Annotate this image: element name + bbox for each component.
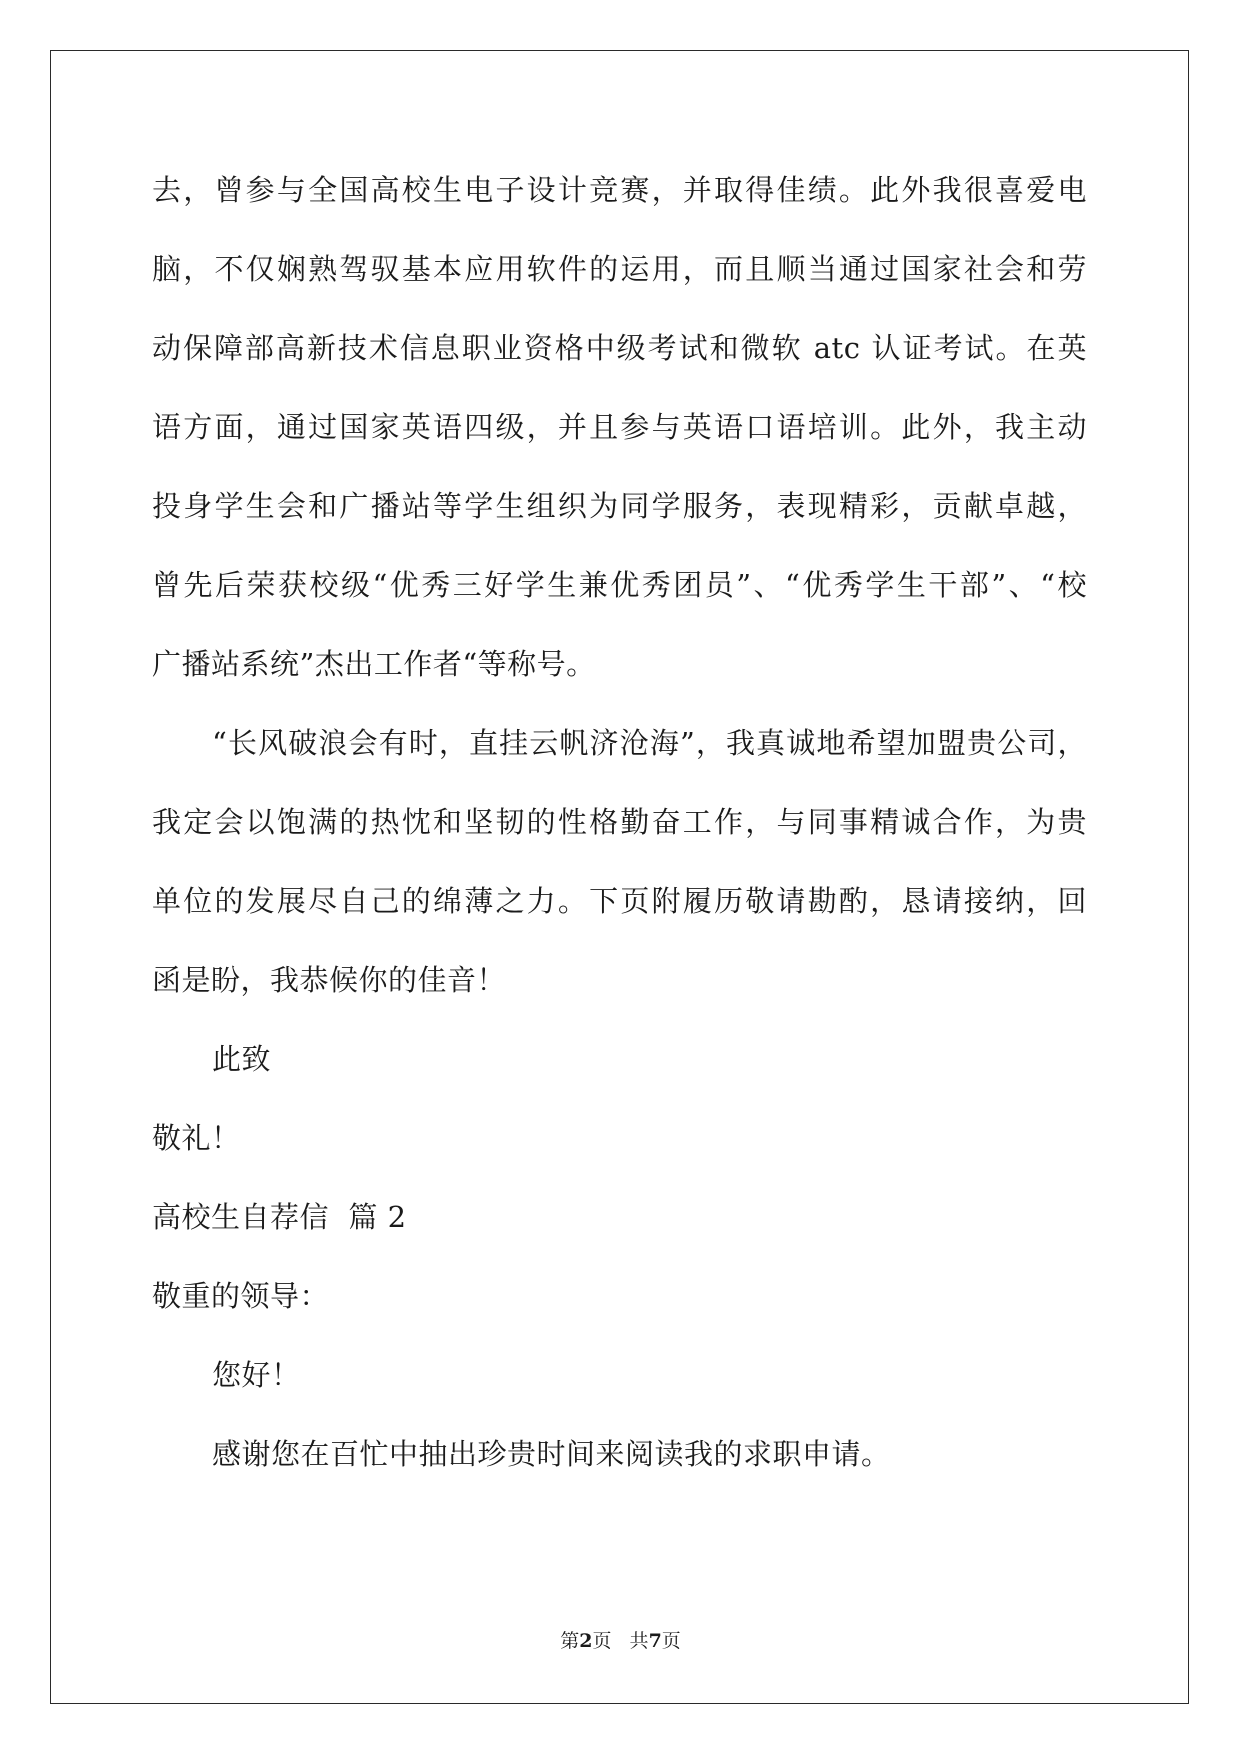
hello-text: 您好！ bbox=[212, 1358, 301, 1392]
paragraph-2-line-2: 我定会以饱满的热忱和坚韧的性格勤奋工作，与同事精诚合作，为贵 bbox=[152, 805, 1087, 839]
footer-mid: 页 共 bbox=[592, 1630, 649, 1652]
greeting-text: 敬重的领导： bbox=[152, 1279, 330, 1313]
paragraph-2-line-4: 函是盼，我恭候你的佳音！ bbox=[152, 963, 507, 997]
thanks-text: 感谢您在百忙中抽出珍贵时间来阅读我的求职申请。 bbox=[212, 1437, 891, 1471]
paragraph-1-line-2: 脑，不仅娴熟驾驭基本应用软件的运用，而且顺当通过国家社会和劳 bbox=[152, 252, 1087, 286]
section-title: 高校生自荐信 篇 2 bbox=[152, 1200, 407, 1234]
paragraph-1-line-5: 投身学生会和广播站等学生组织为同学服务，表现精彩，贡献卓越， bbox=[152, 489, 1087, 523]
footer-prefix: 第 bbox=[560, 1630, 580, 1652]
paragraph-1-line-1: 去，曾参与全国高校生电子设计竞赛，并取得佳绩。此外我很喜爱电 bbox=[152, 173, 1087, 207]
footer-current-page: 2 bbox=[579, 1630, 593, 1652]
paragraph-1-line-4: 语方面，通过国家英语四级，并且参与英语口语培训。此外，我主动 bbox=[152, 410, 1087, 444]
paragraph-1-line-6: 曾先后荣获校级“优秀三好学生兼优秀团员”、“优秀学生干部”、“校 bbox=[152, 568, 1087, 602]
paragraph-1-line-7: 广播站系统”杰出工作者“等称号。 bbox=[152, 647, 596, 681]
footer-suffix: 页 bbox=[661, 1630, 681, 1652]
paragraph-1-line-3: 动保障部高新技术信息职业资格中级考试和微软 atc 认证考试。在英 bbox=[152, 331, 1087, 365]
paragraph-2-line-3: 单位的发展尽自己的绵薄之力。下页附履历敬请勘酌，恳请接纳，回 bbox=[152, 884, 1087, 918]
closing-text: 此致 bbox=[212, 1042, 272, 1076]
paragraph-2-line-1: “长风破浪会有时，直挂云帆济沧海”，我真诚地希望加盟贵公司， bbox=[212, 726, 1087, 760]
salute-text: 敬礼！ bbox=[152, 1121, 241, 1155]
page-footer bbox=[0, 1628, 1241, 1654]
footer-total-pages: 7 bbox=[648, 1630, 662, 1652]
